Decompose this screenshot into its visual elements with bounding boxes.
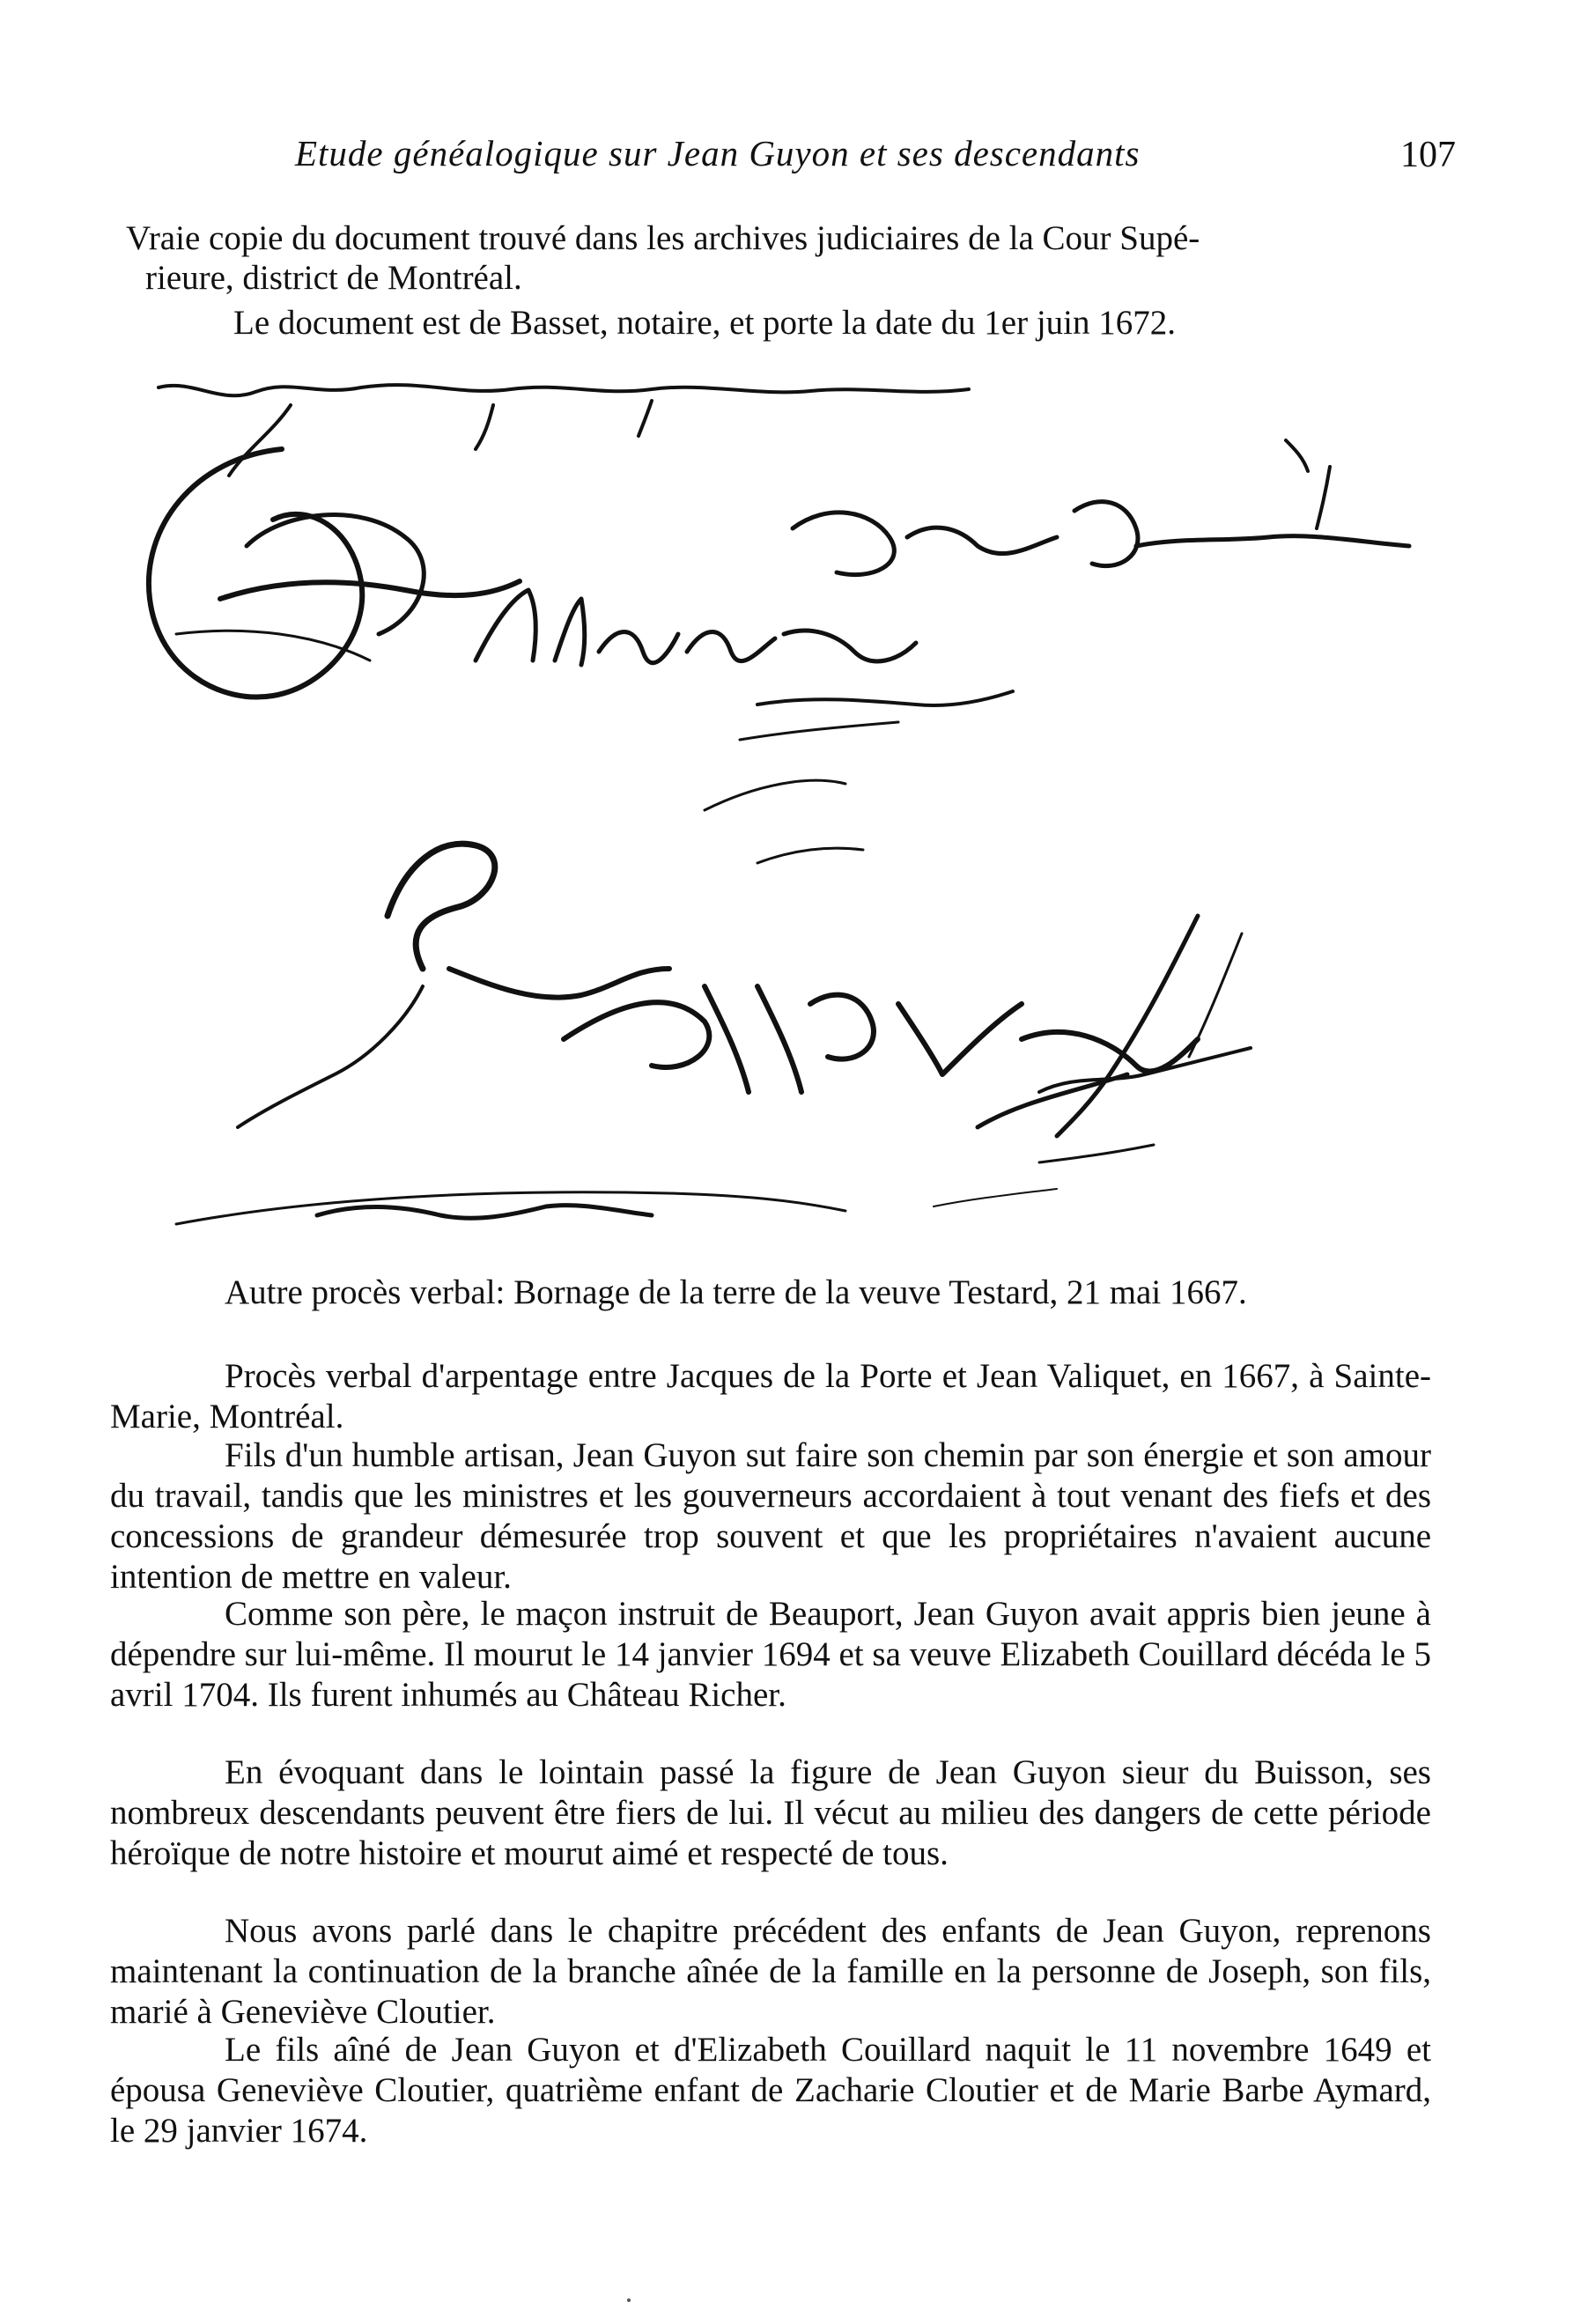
paragraph-4-text: Comme son père, le maçon instruit de Beauport, Jean Guyon avait appris bien jeune à dépendre sur lui-même. Il mourut le 14 janvier 1694 et sa veuve Elizabeth Couillard décéda le 5 avril 1704. Ils furent inhumés au Château Richer.	[110, 1595, 1431, 1714]
paragraph-2-text: Procès verbal d'arpentage entre Jacques de la Porte et Jean Valiquet, en 1667, à Sainte-Marie, Montréal.	[110, 1357, 1431, 1435]
source-note-line-2: rieure, district de Montréal.	[145, 259, 522, 297]
paragraph-6-text: Nous avons parlé dans le chapitre précédent des enfants de Jean Guyon, reprenons maintenant la continuation de la branche aînée de la famille en la personne de Joseph, son fils, marié à Geneviève Cloutier.	[110, 1912, 1431, 2031]
paragraph-6	[110, 1911, 1431, 2033]
paragraph-4	[110, 1594, 1431, 1715]
paragraph-3	[110, 1435, 1431, 1597]
source-note-line-3: Le document est de Basset, notaire, et porte la date du 1er juin 1672.	[233, 304, 1177, 342]
paragraph-7-text: Le fils aîné de Jean Guyon et d'Elizabeth Couillard naquit le 11 novembre 1649 et épousa Geneviève Cloutier, quatrième enfant de Zacharie Cloutier et de Marie Barbe Aymard, le 29 janvier 1674.	[110, 2031, 1431, 2150]
paragraph-1	[110, 1273, 1431, 1313]
source-note-line-1: Vraie copie du document trouvé dans les archives judiciaires de la Cour Supé-	[126, 219, 1200, 257]
signatures-icon	[141, 370, 1444, 1233]
running-title: Etude généalogique sur Jean Guyon et ses descendants	[295, 133, 1141, 173]
paragraph-1-text: Autre procès verbal: Bornage de la terre de la veuve Testard, 21 mai 1667.	[225, 1273, 1247, 1311]
paragraph-5-text: En évoquant dans le lointain passé la figure de Jean Guyon sieur du Buisson, ses nombreux descendants peuvent être fiers de lui. Il vécut au milieu des dangers de cette période héroïque de notre histoire et mourut aimé et respecté de tous.	[110, 1753, 1431, 1872]
paragraph-7	[110, 2030, 1431, 2151]
paragraph-2	[110, 1356, 1431, 1437]
signatures-facsimile	[141, 370, 1444, 1233]
paragraph-5	[110, 1752, 1431, 1874]
source-note	[128, 218, 1431, 343]
page-speck	[627, 2298, 631, 2302]
page-number: 107	[1400, 135, 1456, 175]
paragraph-3-text: Fils d'un humble artisan, Jean Guyon sut faire son chemin par son énergie et son amour du travail, tandis que les ministres et les gouverneurs accordaient à tout venant des fiefs et des concessions de grandeur démesurée trop souvent et que les propriétaires n'avaient aucune intention de mettre en valeur.	[110, 1436, 1431, 1596]
